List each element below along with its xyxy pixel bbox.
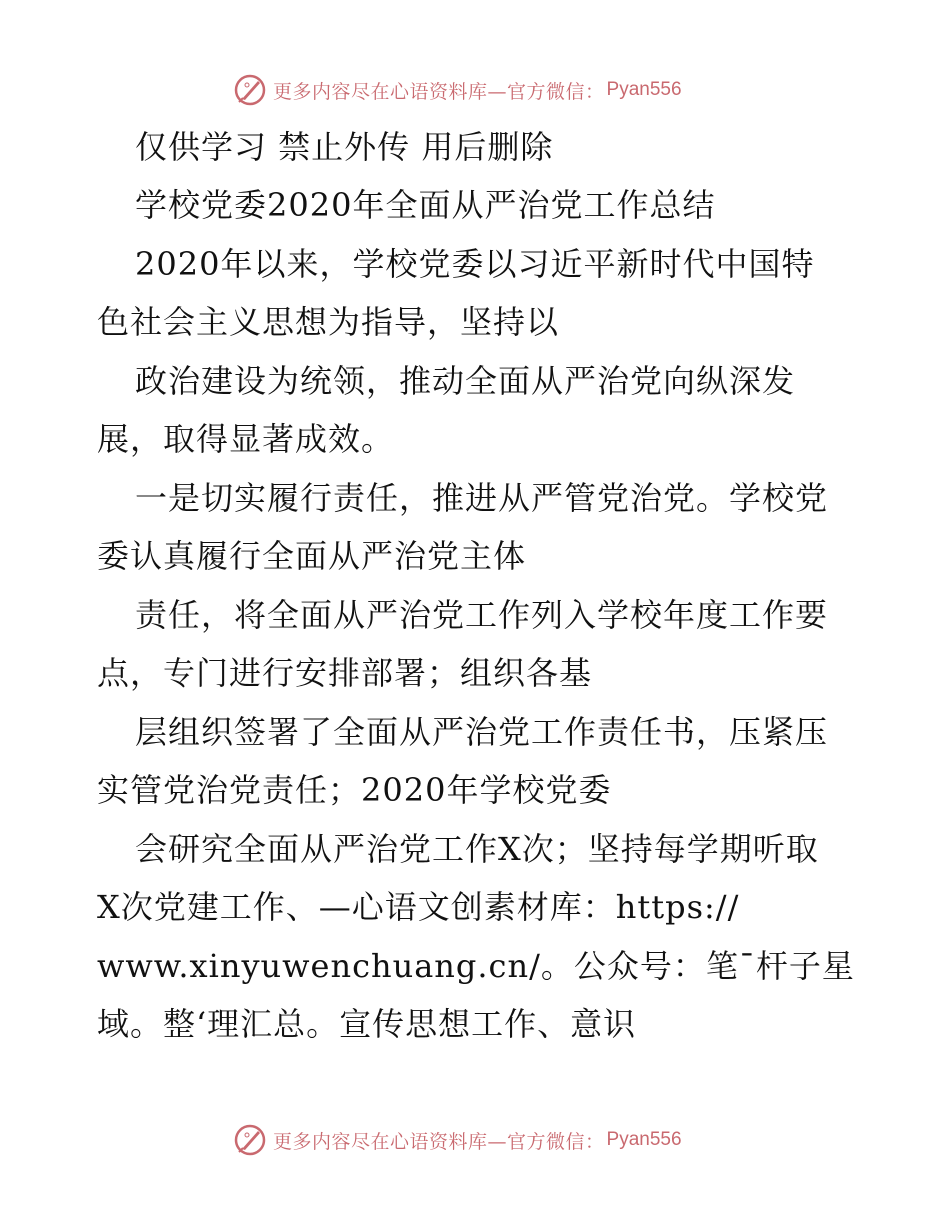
paragraph-line: 2020年以来，学校党委以习近平新时代中国特 (135, 245, 815, 283)
paragraph-line: 层组织签署了全面从严治党工作责任书，压紧压 (135, 713, 829, 751)
paragraph-line: 域。整‘理汇总。宣传思想工作、意识 (97, 1005, 637, 1043)
footer-watermark (233, 1120, 682, 1160)
paragraph-line: 点，专门进行安排部署；组织各基 (97, 654, 593, 692)
notice-line: 仅供学习 禁止外传 用后删除 (135, 128, 554, 166)
paragraph-line: 会研究全面从严治党工作X次；坚持每学期听取 (135, 830, 819, 868)
paragraph-line: 色社会主义思想为指导，坚持以 (97, 303, 560, 341)
paragraph-line: X次党建工作、—心语文创素材库：https:// (97, 888, 740, 926)
watermark-wechat-id: Pyan556 (606, 1129, 682, 1150)
paragraph-line: 责任，将全面从严治党工作列入学校年度工作要 (135, 596, 829, 634)
quill-pen-circle-icon (233, 1123, 267, 1157)
watermark-text: 更多内容尽在心语资料库—官方微信： (273, 1130, 605, 1153)
paragraph-line: 委认真履行全面从严治党主体 (97, 537, 527, 575)
paragraph-line: 政治建设为统领，推动全面从严治党向纵深发 (135, 362, 796, 400)
document-title: 学校党委2020年全面从严治党工作总结 (135, 186, 716, 224)
quill-pen-circle-icon (233, 73, 267, 107)
paragraph-line: www.xinyuwenchuang.cn/。公众号：笔¯杆子星 (97, 947, 855, 985)
watermark-wechat-id: Pyan556 (606, 79, 682, 100)
watermark-text: 更多内容尽在心语资料库—官方微信： (273, 80, 605, 103)
header-watermark (233, 70, 682, 110)
paragraph-line: 实管党治党责任；2020年学校党委 (97, 771, 612, 809)
paragraph-line: 展，取得显著成效。 (97, 420, 395, 458)
paragraph-line: 一是切实履行责任，推进从严管党治党。学校党 (135, 479, 829, 517)
